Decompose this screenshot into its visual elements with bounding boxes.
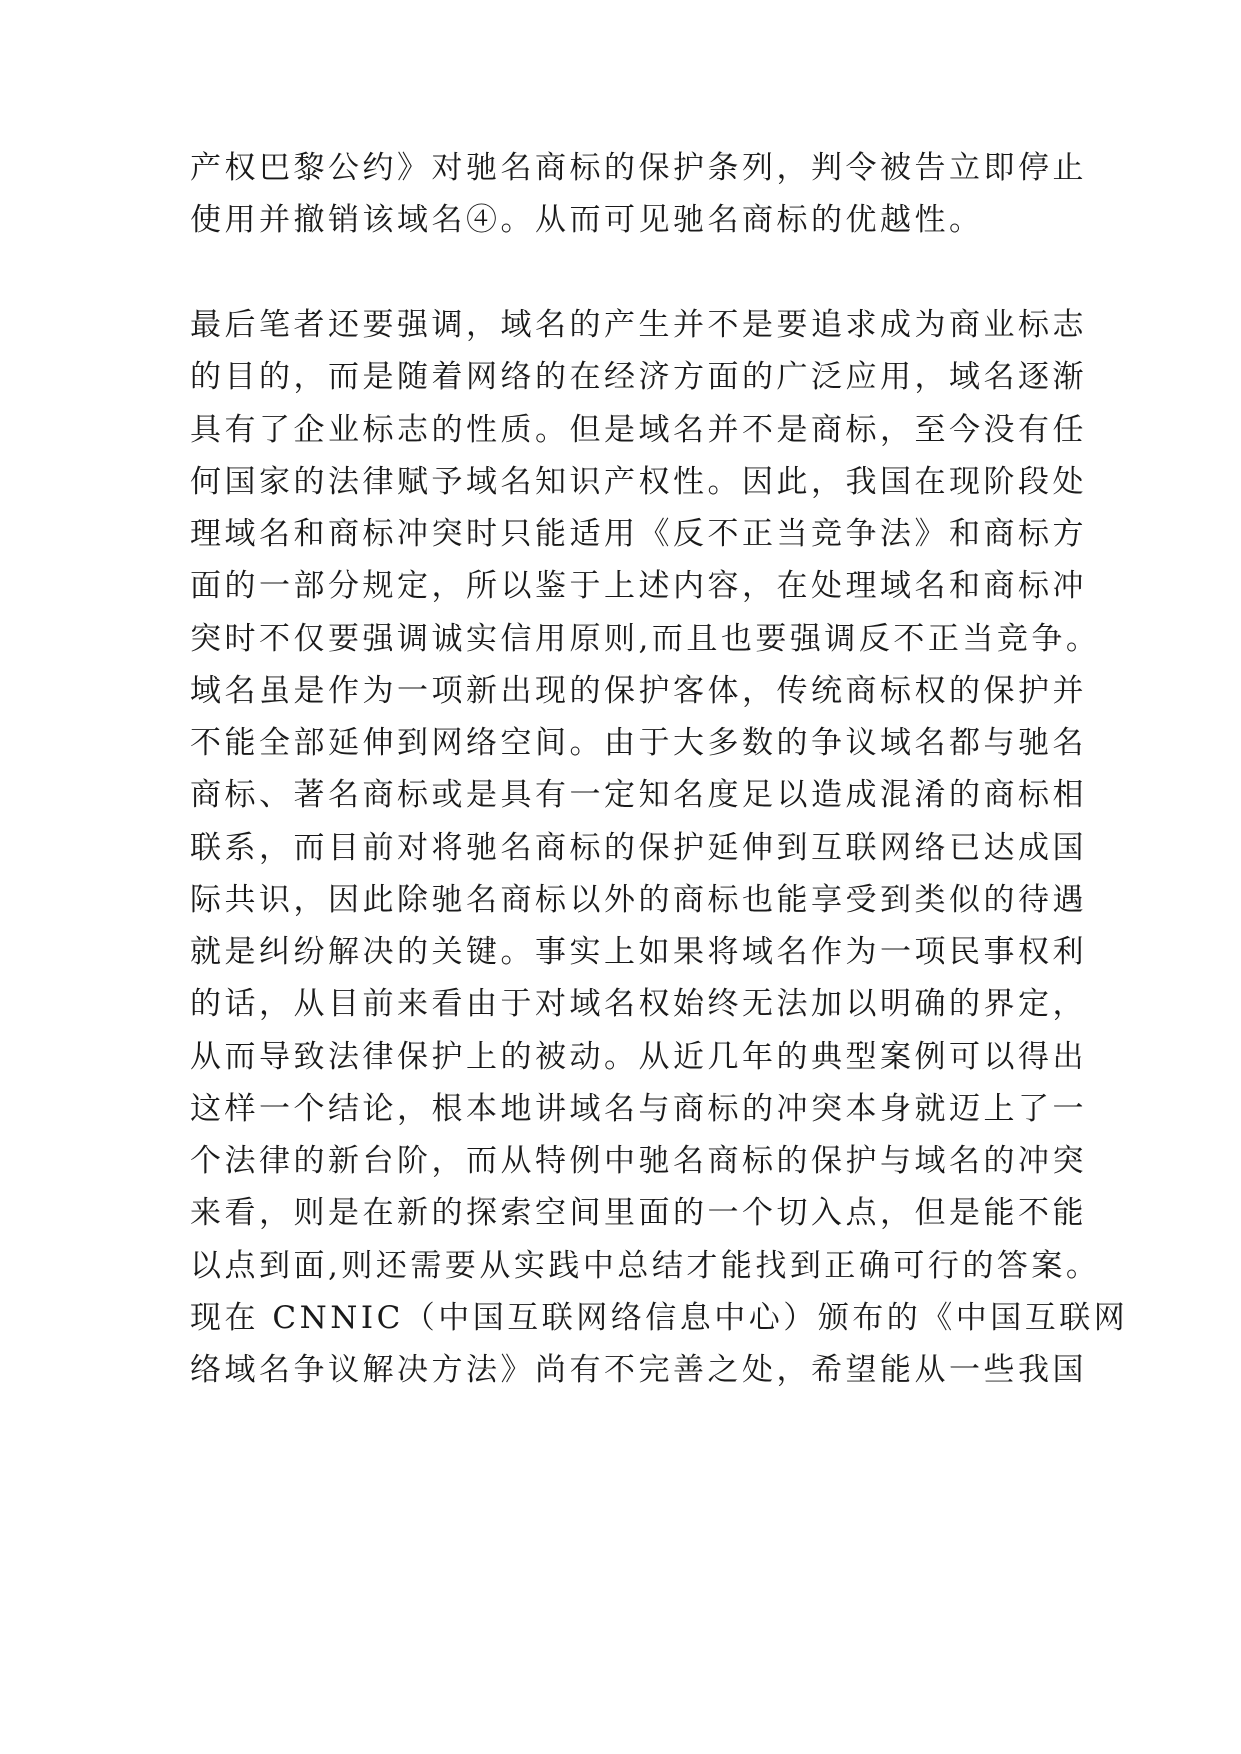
text-line: 何国家的法律赋予域名知识产权性。因此，我国在现阶段处 [190,464,1087,500]
text-line: 理域名和商标冲突时只能适用《反不正当竞争法》和商标方 [190,516,1087,552]
text-line: 的话，从目前来看由于对域名权始终无法加以明确的界定， [190,986,1087,1022]
text-line: 个法律的新台阶，而从特例中驰名商标的保护与域名的冲突 [190,1143,1087,1179]
text-line: 突时不仅要强调诚实信用原则,而且也要强调反不正当竞争。 [190,621,1101,657]
text-line: 域名虽是作为一项新出现的保护客体，传统商标权的保护并 [190,673,1087,709]
text-line: 商标、著名商标或是具有一定知名度足以造成混淆的商标相 [190,777,1087,813]
text-line: 使用并撤销该域名④。从而可见驰名商标的优越性。 [190,202,984,238]
text-line: 现在 CNNIC（中国互联网络信息中心）颁布的《中国互联网 [190,1300,1129,1336]
text-line: 产权巴黎公约》对驰名商标的保护条列，判令被告立即停止 [190,150,1087,186]
text-line: 最后笔者还要强调，域名的产生并不是要追求成为商业标志 [190,307,1087,343]
text-line: 面的一部分规定，所以鉴于上述内容，在处理域名和商标冲 [190,568,1087,604]
text-line: 的目的，而是随着网络的在经济方面的广泛应用，域名逐渐 [190,359,1087,395]
text-line: 这样一个结论，根本地讲域名与商标的冲突本身就迈上了一 [190,1091,1087,1127]
text-line: 具有了企业标志的性质。但是域名并不是商标，至今没有任 [190,412,1087,448]
text-line: 不能全部延伸到网络空间。由于大多数的争议域名都与驰名 [190,725,1087,761]
text-line: 以点到面,则还需要从实践中总结才能找到正确可行的答案。 [190,1248,1101,1284]
text-line: 来看，则是在新的探索空间里面的一个切入点，但是能不能 [190,1195,1087,1231]
text-line: 络域名争议解决方法》尚有不完善之处，希望能从一些我国 [190,1352,1087,1388]
text-line: 际共识，因此除驰名商标以外的商标也能享受到类似的待遇 [190,882,1087,918]
text-line: 就是纠纷解决的关键。事实上如果将域名作为一项民事权利 [190,934,1087,970]
text-line: 从而导致法律保护上的被动。从近几年的典型案例可以得出 [190,1039,1087,1075]
text-line: 联系，而目前对将驰名商标的保护延伸到互联网络已达成国 [190,830,1087,866]
